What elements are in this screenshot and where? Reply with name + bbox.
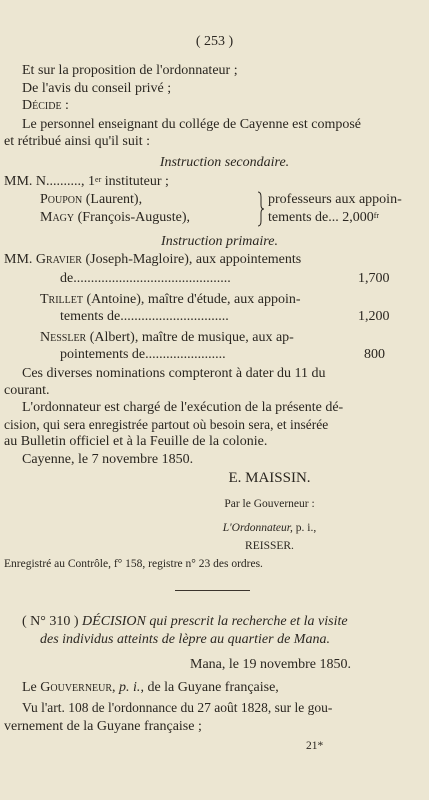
magy-line: [40, 210, 190, 226]
vu-line: vernement de la Guyane française ;: [4, 719, 202, 734]
gravier-rest: (Joseph-Magloire), aux appointements: [81, 252, 302, 267]
gravier-line: [4, 252, 301, 268]
intro-line: Le personnel enseignant du collége de Cayenne est composé: [22, 117, 361, 132]
execution-line: au Bulletin officiel et à la Feuille de la colonie.: [4, 434, 268, 449]
ordonnateur-line: [0, 520, 429, 536]
gov-p: ,: [112, 680, 120, 695]
gouverneur-line: [22, 680, 279, 696]
intro-line: et rétribué ainsi qu'il suit :: [4, 134, 150, 149]
nessler-line2: pointements de.......................: [60, 347, 226, 362]
signature-maissin: E. MAISSIN.: [228, 470, 311, 486]
instituteur-suffix: instituteur ;: [101, 174, 169, 189]
page-number: ( 253 ): [195, 34, 234, 49]
curly-brace: [255, 191, 265, 227]
brace-sup: fr: [373, 211, 380, 220]
gov-prefix: Le: [22, 680, 41, 695]
enregistre-line: Enregistré au Contrôle, f° 158, registre n° 23 des ordres.: [4, 558, 263, 570]
trillet-rest: (Antoine), maître d'étude, aux appoin-: [83, 292, 301, 307]
gov-pi: p. i.: [119, 680, 141, 695]
execution-line: cision, qui sera enregistrée partout où besoin sera, et insérée: [4, 417, 329, 432]
trillet-name: Trillet: [40, 292, 83, 307]
mana-date: Mana, le 19 novembre 1850.: [190, 657, 351, 672]
trillet-amount: 1,200: [358, 309, 390, 324]
gravier-line2: de.............................................: [60, 271, 231, 286]
decision-title-line: [22, 614, 348, 630]
poupon-rest: (Laurent),: [82, 192, 143, 207]
decision-title-line2: des individus atteints de lèpre au quartier de Mana.: [40, 632, 330, 647]
decide-heading: Décide :: [22, 98, 69, 113]
trillet-line2: tements de...............................: [60, 309, 229, 324]
execution-line: L'ordonnateur est chargé de l'exécution de la présente dé-: [22, 400, 344, 415]
dates-line: Ces diverses nominations compteront à dater du 11 du: [22, 366, 326, 381]
instituteur-line: [4, 174, 169, 190]
vu-line: Vu l'art. 108 de l'ordonnance du 27 août 1828, sur le gou-: [22, 700, 333, 715]
trillet-line: [40, 292, 301, 308]
gov-name: Gouverneur: [40, 680, 113, 695]
brace-text-line: professeurs aux appoin-: [268, 192, 402, 207]
section-divider: [175, 590, 250, 591]
instituteur-sup: er: [95, 175, 102, 184]
dates-line: courant.: [4, 383, 50, 398]
instituteur-text: MM. N.........., 1: [4, 174, 96, 189]
brace-amount: tements de... 2,000: [268, 210, 374, 225]
signature-mark: 21*: [306, 740, 324, 752]
signature-reisser: REISSER.: [245, 540, 294, 552]
ordonnateur-title: L'Ordonnateur,: [222, 522, 293, 534]
preamble-line: De l'avis du conseil privé ;: [22, 81, 172, 96]
nessler-line: [40, 330, 294, 346]
gov-rest: , de la Guyane française,: [140, 680, 279, 695]
poupon-name: Poupon: [40, 192, 83, 207]
brace-text-line: [268, 210, 379, 226]
gravier-amount: 1,700: [358, 271, 390, 286]
poupon-line: [40, 192, 142, 208]
section-heading-secondary: Instruction secondaire.: [159, 155, 290, 170]
par-le-gouverneur: Par le Gouverneur :: [224, 498, 315, 510]
place-date: Cayenne, le 7 novembre 1850.: [22, 452, 194, 467]
magy-rest: (François-Auguste),: [74, 210, 190, 225]
nessler-rest: (Albert), maître de musique, aux ap-: [86, 330, 294, 345]
nessler-name: Nessler: [40, 330, 87, 345]
nessler-amount: 800: [364, 347, 385, 362]
decision-title: DÉCISION qui prescrit la recherche et la visite: [82, 614, 348, 629]
ordonnateur-rest: p. i.,: [292, 522, 317, 534]
section-heading-primary: Instruction primaire.: [161, 234, 278, 249]
decision-number: ( N° 310 ): [22, 614, 83, 629]
gravier-mm: MM.: [4, 252, 33, 267]
gravier-name: Gravier: [35, 252, 82, 267]
magy-name: Magy: [40, 210, 75, 225]
preamble-line: Et sur la proposition de l'ordonnateur ;: [22, 63, 238, 78]
